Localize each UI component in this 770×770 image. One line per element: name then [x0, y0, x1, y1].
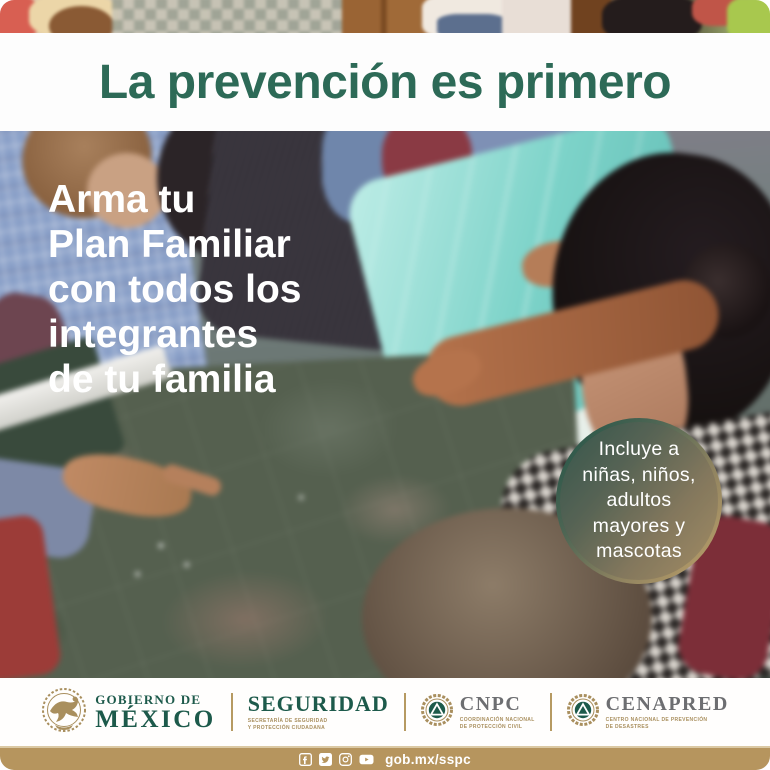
youtube-icon	[359, 753, 374, 766]
badge-line: Incluye a	[598, 438, 680, 461]
cnpc-logo	[421, 694, 535, 731]
footer-logos	[0, 678, 770, 746]
photo-blob-jeans	[437, 14, 507, 33]
photo-blob-dark-hair	[602, 0, 702, 33]
photo-main	[0, 131, 770, 678]
title-band	[0, 33, 770, 131]
footer-divider	[231, 693, 233, 731]
footer-divider	[404, 693, 406, 731]
seguridad-wordmark	[248, 693, 389, 731]
headline-line: Arma tu	[48, 178, 196, 221]
footer-divider	[550, 693, 552, 731]
gobmx-url: gob.mx/sspc	[385, 751, 471, 767]
headline-line: integrantes	[48, 313, 259, 356]
headline	[48, 177, 302, 402]
cenapred-label: CENAPRED	[605, 693, 729, 715]
photo-strip-top	[0, 0, 770, 33]
twitter-icon	[319, 753, 332, 766]
cenapred-seal-icon	[567, 694, 599, 731]
cnpc-sublabel-line1: COORDINACIÓN NACIONAL	[459, 717, 535, 723]
cnpc-sublabel	[460, 717, 535, 730]
photo-blob-floor	[112, 0, 357, 33]
seguridad-sublabel-line1: SECRETARÍA DE SEGURIDAD	[247, 718, 328, 724]
facebook-icon	[299, 753, 312, 766]
mexico-eagle-seal-icon	[41, 684, 87, 741]
mexico-label: MÉXICO	[95, 706, 216, 733]
badge-line: niñas, niños,	[582, 463, 696, 486]
seguridad-sublabel	[248, 718, 389, 731]
cenapred-sublabel-line1: CENTRO NACIONAL DE PREVENCIÓN	[605, 717, 708, 723]
seguridad-label: SEGURIDAD	[247, 691, 389, 716]
social-bar	[0, 746, 770, 770]
cenapred-logo	[567, 694, 729, 731]
headline-line: Plan Familiar	[48, 223, 291, 266]
gobierno-de-label: GOBIERNO DE	[95, 692, 202, 707]
cnpc-seal-icon	[421, 694, 453, 731]
badge-line: mascotas	[596, 540, 682, 563]
main-title: La prevención es primero	[98, 55, 672, 109]
include-badge	[556, 418, 722, 584]
include-badge-inner	[560, 422, 718, 580]
badge-line: adultos	[606, 489, 672, 512]
cenapred-sublabel-line2: DE DESASTRES	[605, 723, 649, 730]
headline-line: de tu familia	[48, 358, 276, 401]
seguridad-sublabel-line2: Y PROTECCIÓN CIUDADANA	[247, 724, 326, 731]
photo-blob-green	[727, 0, 770, 33]
cnpc-label: CNPC	[459, 693, 522, 715]
cnpc-sublabel-line2: DE PROTECCIÓN CIVIL	[459, 723, 523, 730]
social-icons	[299, 753, 374, 766]
badge-line: mayores y	[592, 514, 686, 537]
gobierno-de-mexico-wordmark	[95, 692, 216, 732]
photo-strip-base	[0, 0, 770, 33]
cenapred-sublabel	[606, 717, 729, 730]
photo-blob-white-shirt-2	[502, 0, 577, 33]
instagram-icon	[339, 753, 352, 766]
headline-line: con todos los	[48, 268, 302, 311]
